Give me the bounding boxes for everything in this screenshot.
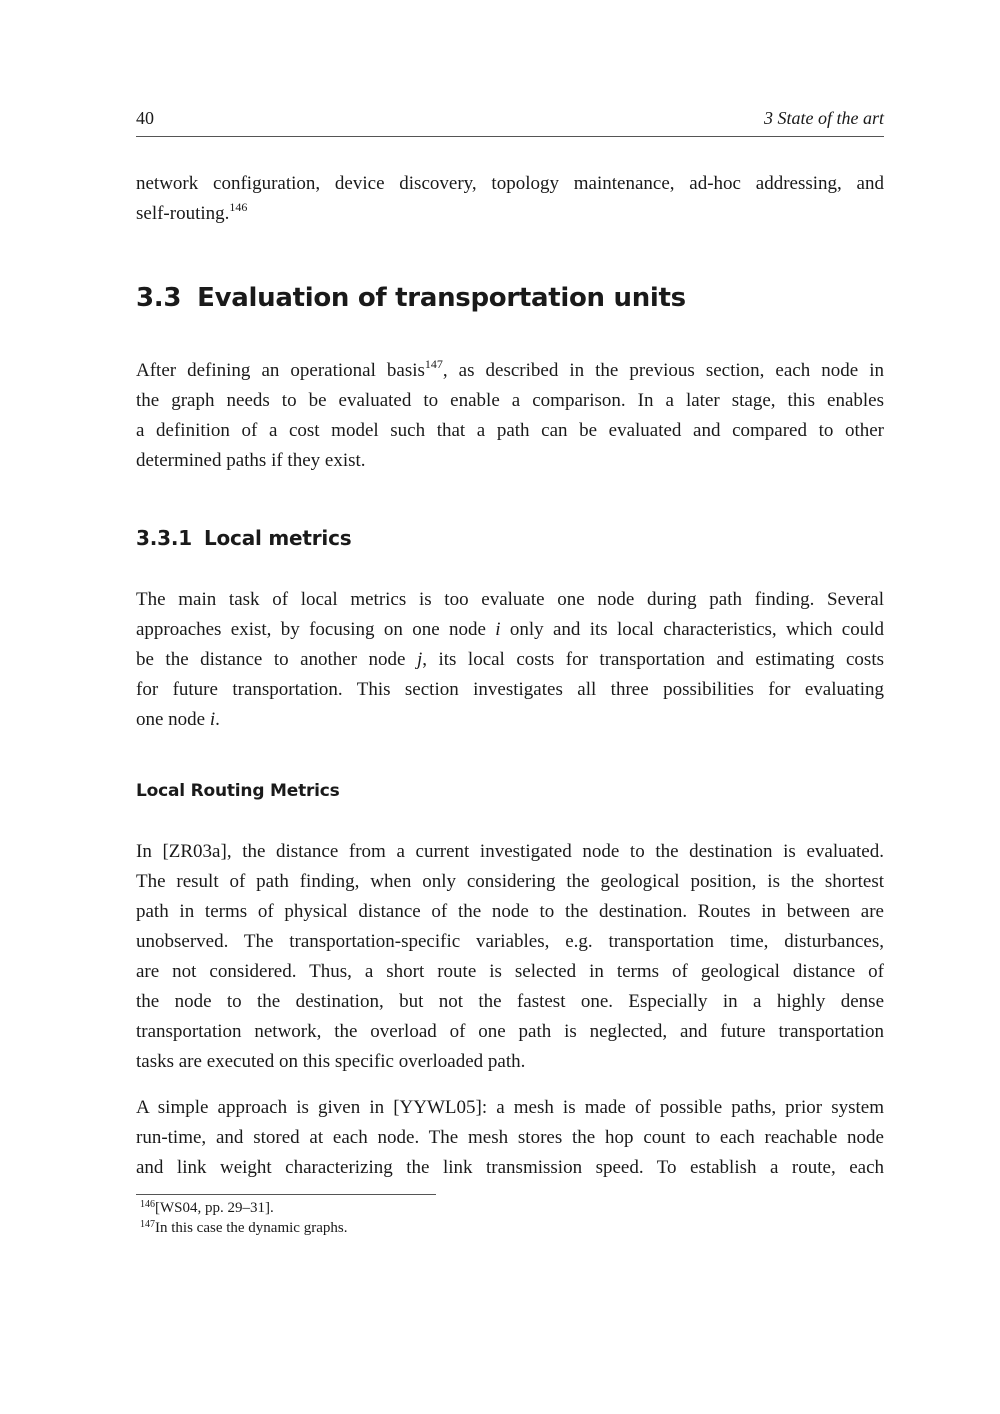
section-title: Evaluation of transportation units (197, 283, 686, 313)
math-variable: j (416, 649, 423, 670)
subsection-number: 3.3.1 (136, 526, 192, 550)
body-text: approaches exist, by focusing on one node (136, 619, 496, 640)
running-title: 3 State of the art (764, 108, 884, 128)
page-header (136, 106, 884, 137)
body-text: only and its local characteristics, which could (500, 619, 884, 640)
section-number: 3.3 (136, 283, 182, 313)
body-line: and link weight characterizing the link transmission speed. To establish a route, each (136, 1157, 884, 1178)
body-line (136, 645, 884, 675)
body-line: are not considered. Thus, a short route is selected in terms of geological distance of (136, 961, 884, 982)
footnote-ref[interactable]: 146 (229, 200, 248, 214)
body-text: be the distance to another node (136, 649, 417, 670)
body-text: , as described in the previous section, each node in (442, 360, 884, 381)
footnote-ref[interactable]: 147 (424, 357, 443, 371)
section-heading (136, 283, 686, 313)
body-line (136, 705, 884, 735)
body-line (136, 356, 884, 386)
body-line: A simple approach is given in [YYWL05]: a mesh is made of possible paths, prior system (136, 1097, 884, 1118)
footnote-text: [WS04, pp. 29–31]. (155, 1200, 274, 1216)
body-line: the graph needs to be evaluated to enable a comparison. In a later stage, this enables (136, 390, 884, 411)
footnote (140, 1218, 347, 1238)
body-line: a definition of a cost model such that a path can be evaluated and compared to other (136, 420, 884, 441)
body-line: The result of path finding, when only considering the geological position, is the shortest (136, 871, 884, 892)
subsection-title: Local metrics (203, 526, 352, 550)
page-number: 40 (136, 108, 154, 128)
body-line: for future transportation. This section investigates all three possibilities for evaluating (136, 679, 884, 700)
math-variable: i (209, 709, 216, 730)
body-line: path in terms of physical distance of the node to the destination. Routes in between are (136, 901, 884, 922)
body-text: one node (136, 709, 210, 730)
footnote-number: 146 (140, 1199, 155, 1210)
body-text: After defining an operational basis (136, 360, 425, 381)
body-line: network configuration, device discovery, topology maintenance, ad-hoc addressing, and (136, 173, 884, 194)
body-line: the node to the destination, but not the fastest one. Especially in a highly dense (136, 991, 884, 1012)
footnote-divider (136, 1194, 436, 1195)
body-line: transportation network, the overload of one path is neglected, and future transportation (136, 1021, 884, 1042)
body-line (136, 199, 884, 229)
body-text: . (215, 709, 220, 730)
body-text: , its local costs for transportation and estimating costs (422, 649, 884, 670)
subsection-heading (136, 526, 351, 550)
body-line: run-time, and stored at each node. The mesh stores the hop count to each reachable node (136, 1127, 884, 1148)
paragraph-heading: Local Routing Metrics (136, 781, 340, 801)
math-variable: i (495, 619, 501, 640)
footnote (140, 1198, 274, 1218)
footnote-number: 147 (140, 1219, 155, 1230)
footnote-text: In this case the dynamic graphs. (155, 1220, 348, 1236)
body-line: unobserved. The transportation-specific variables, e.g. transportation time, disturbances, (136, 931, 884, 952)
body-text: self-routing. (136, 203, 230, 224)
body-line: In [ZR03a], the distance from a current investigated node to the destination is evaluated. (136, 841, 884, 862)
body-line: determined paths if they exist. (136, 450, 366, 471)
body-line: tasks are executed on this specific overloaded path. (136, 1051, 526, 1072)
body-line (136, 615, 884, 645)
body-line: The main task of local metrics is too evaluate one node during path finding. Several (136, 589, 884, 610)
